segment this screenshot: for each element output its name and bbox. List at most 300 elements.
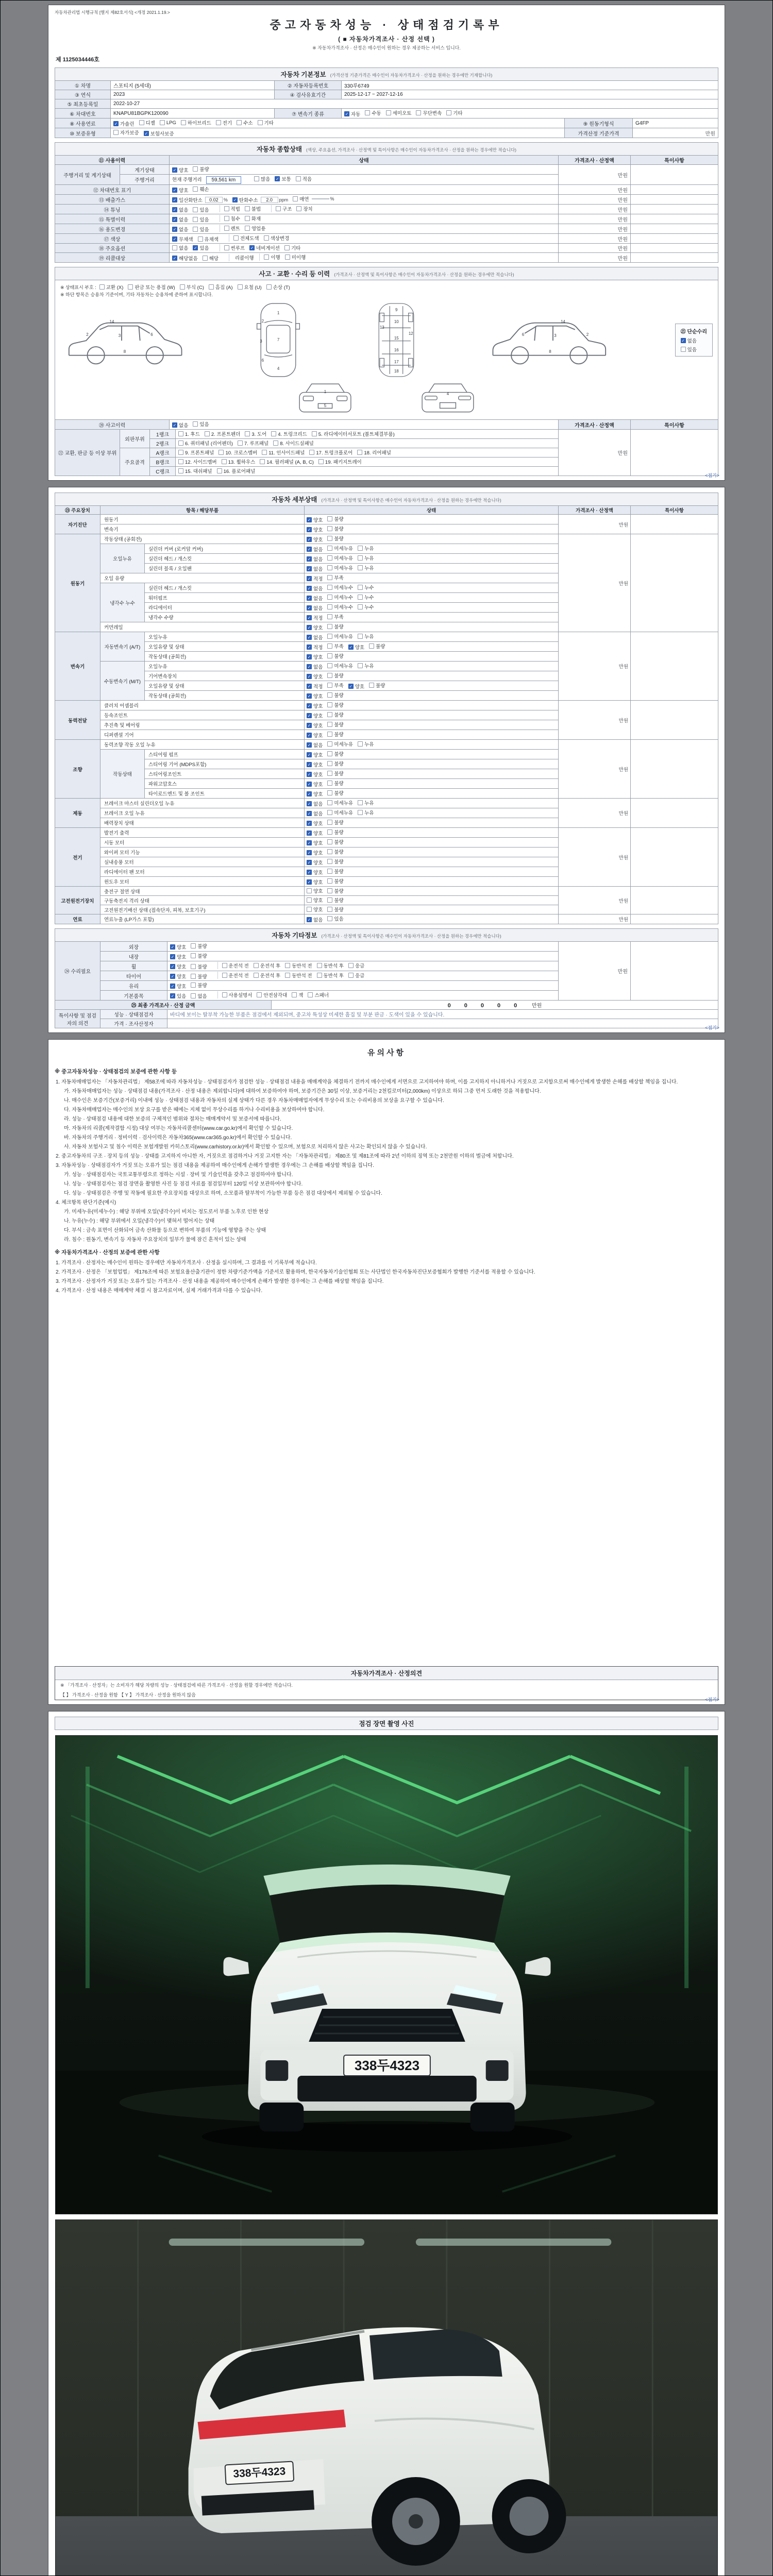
- checkbox-unchecked-icon[interactable]: [224, 245, 229, 250]
- checkbox-option[interactable]: [113, 120, 135, 127]
- checkbox-unchecked-icon[interactable]: [327, 526, 332, 531]
- checkbox-option[interactable]: [307, 516, 323, 523]
- checkbox-checked-icon[interactable]: ✓: [250, 246, 254, 250]
- checkbox-checked-icon[interactable]: ✓: [307, 851, 311, 855]
- checkbox-unchecked-icon[interactable]: [358, 546, 363, 551]
- checkbox-option[interactable]: [327, 594, 353, 601]
- checkbox-option[interactable]: [327, 603, 353, 611]
- checkbox-option[interactable]: [193, 206, 209, 213]
- checkbox-unchecked-icon[interactable]: [191, 982, 196, 988]
- checkbox-checked-icon[interactable]: ✓: [307, 743, 311, 748]
- checkbox-option[interactable]: [358, 662, 374, 669]
- checkbox-unchecked-icon[interactable]: [327, 916, 332, 921]
- checkbox-checked-icon[interactable]: ✓: [307, 665, 311, 669]
- checkbox-option[interactable]: [327, 799, 353, 806]
- checkbox-option[interactable]: [327, 750, 343, 757]
- checkbox-option[interactable]: [358, 809, 374, 816]
- checkbox-unchecked-icon[interactable]: [191, 943, 196, 948]
- checkbox-option[interactable]: [193, 216, 209, 223]
- checkbox-checked-icon[interactable]: ✓: [173, 208, 177, 212]
- checkbox-checked-icon[interactable]: ✓: [307, 655, 311, 659]
- checkbox-unchecked-icon[interactable]: [327, 702, 332, 707]
- checkbox-option[interactable]: [238, 439, 268, 447]
- checkbox-checked-icon[interactable]: ✓: [307, 860, 311, 865]
- checkbox-unchecked-icon[interactable]: [233, 235, 239, 241]
- checkbox-unchecked-icon[interactable]: [327, 575, 332, 580]
- checkbox-option[interactable]: [416, 109, 442, 116]
- checkbox-option[interactable]: [245, 205, 261, 212]
- checkbox-unchecked-icon[interactable]: [224, 226, 229, 231]
- checkbox-unchecked-icon[interactable]: [317, 973, 322, 978]
- checkbox-unchecked-icon[interactable]: [357, 450, 362, 455]
- checkbox-unchecked-icon[interactable]: [327, 555, 332, 561]
- checkbox-unchecked-icon[interactable]: [222, 973, 227, 978]
- checkbox-option[interactable]: [307, 751, 323, 758]
- checkbox-unchecked-icon[interactable]: [317, 963, 322, 968]
- checkbox-unchecked-icon[interactable]: [446, 110, 451, 115]
- checkbox-unchecked-icon[interactable]: [327, 741, 332, 747]
- checkbox-option[interactable]: [172, 216, 188, 223]
- checkbox-unchecked-icon[interactable]: [285, 973, 290, 978]
- checkbox-unchecked-icon[interactable]: [128, 284, 133, 290]
- checkbox-checked-icon[interactable]: ✓: [173, 217, 177, 222]
- checkbox-unchecked-icon[interactable]: [327, 643, 332, 649]
- checkbox-unchecked-icon[interactable]: [307, 907, 312, 912]
- checkbox-option[interactable]: [327, 642, 343, 650]
- checkbox-option[interactable]: [312, 430, 395, 437]
- checkbox-option[interactable]: [181, 119, 211, 126]
- checkbox-option[interactable]: [178, 467, 212, 474]
- checkbox-checked-icon[interactable]: ✓: [173, 227, 177, 232]
- checkbox-option[interactable]: [327, 858, 343, 865]
- checkbox-unchecked-icon[interactable]: [327, 820, 332, 825]
- checkbox-option[interactable]: [296, 175, 312, 182]
- checkbox-option[interactable]: [344, 110, 360, 117]
- checkbox-checked-icon[interactable]: ✓: [349, 684, 353, 689]
- checkbox-option[interactable]: [358, 545, 374, 552]
- checkbox-unchecked-icon[interactable]: [219, 450, 224, 455]
- checkbox-unchecked-icon[interactable]: [327, 604, 332, 609]
- checkbox-unchecked-icon[interactable]: [327, 859, 332, 864]
- checkbox-unchecked-icon[interactable]: [178, 459, 183, 464]
- checkbox-option[interactable]: [365, 109, 381, 116]
- checkbox-option[interactable]: [327, 779, 343, 787]
- checkbox-checked-icon[interactable]: ✓: [307, 704, 311, 708]
- checkbox-checked-icon[interactable]: ✓: [173, 423, 177, 428]
- checkbox-unchecked-icon[interactable]: [205, 431, 210, 436]
- checkbox-option[interactable]: [276, 205, 292, 212]
- checkbox-option[interactable]: [193, 420, 209, 428]
- checkbox-option[interactable]: [180, 283, 204, 291]
- checkbox-unchecked-icon[interactable]: [327, 673, 332, 678]
- checkbox-unchecked-icon[interactable]: [358, 595, 363, 600]
- checkbox-option[interactable]: [249, 244, 280, 251]
- checkbox-option[interactable]: [307, 536, 323, 543]
- checkbox-option[interactable]: [160, 120, 176, 126]
- checkbox-unchecked-icon[interactable]: [222, 459, 227, 464]
- checkbox-checked-icon[interactable]: ✓: [307, 918, 311, 922]
- checkbox-option[interactable]: [260, 458, 314, 465]
- checkbox-unchecked-icon[interactable]: [358, 585, 363, 590]
- checkbox-option[interactable]: [307, 526, 323, 533]
- checkbox-unchecked-icon[interactable]: [369, 683, 374, 688]
- checkbox-option[interactable]: [307, 555, 323, 563]
- checkbox-option[interactable]: [307, 906, 323, 913]
- checkbox-unchecked-icon[interactable]: [327, 732, 332, 737]
- checkbox-unchecked-icon[interactable]: [307, 897, 312, 903]
- checkbox-checked-icon[interactable]: ✓: [307, 723, 311, 728]
- checkbox-option[interactable]: [193, 244, 209, 251]
- checkbox-option[interactable]: [309, 449, 352, 456]
- checkbox-checked-icon[interactable]: ✓: [307, 782, 311, 787]
- checkbox-checked-icon[interactable]: ✓: [307, 684, 311, 689]
- checkbox-option[interactable]: [264, 253, 280, 261]
- checkbox-option[interactable]: [327, 662, 353, 669]
- checkbox-unchecked-icon[interactable]: [327, 692, 332, 698]
- checkbox-option[interactable]: [348, 962, 364, 969]
- checkbox-checked-icon[interactable]: ✓: [194, 246, 197, 250]
- checkbox-unchecked-icon[interactable]: [193, 166, 198, 172]
- collapse-link[interactable]: <접기>: [705, 1697, 719, 1702]
- checkbox-unchecked-icon[interactable]: [193, 217, 198, 222]
- checkbox-option[interactable]: [327, 584, 353, 591]
- checkbox-option[interactable]: [296, 205, 312, 212]
- checkbox-option[interactable]: [327, 906, 343, 913]
- checkbox-option[interactable]: [327, 652, 343, 659]
- checkbox-option[interactable]: [307, 643, 323, 651]
- checkbox-unchecked-icon[interactable]: [327, 595, 332, 600]
- checkbox-unchecked-icon[interactable]: [327, 869, 332, 874]
- checkbox-unchecked-icon[interactable]: [327, 683, 332, 688]
- checkbox-option[interactable]: [327, 896, 343, 904]
- checkbox-unchecked-icon[interactable]: [285, 963, 290, 968]
- checkbox-option[interactable]: [327, 672, 343, 679]
- checkbox-option[interactable]: [327, 770, 343, 777]
- checkbox-checked-icon[interactable]: ✓: [307, 645, 311, 650]
- checkbox-unchecked-icon[interactable]: [193, 187, 198, 192]
- checkbox-unchecked-icon[interactable]: [193, 421, 198, 427]
- checkbox-unchecked-icon[interactable]: [327, 722, 332, 727]
- checkbox-option[interactable]: [193, 226, 209, 233]
- checkbox-option[interactable]: [271, 430, 307, 437]
- checkbox-option[interactable]: [307, 634, 323, 641]
- checkbox-option[interactable]: [128, 283, 175, 291]
- checkbox-checked-icon[interactable]: ✓: [171, 955, 175, 959]
- checkbox-option[interactable]: [327, 554, 353, 562]
- checkbox-option[interactable]: [209, 283, 233, 291]
- checkbox-unchecked-icon[interactable]: [99, 284, 105, 290]
- checkbox-option[interactable]: [327, 682, 343, 689]
- checkbox-option[interactable]: [293, 195, 334, 202]
- checkbox-unchecked-icon[interactable]: [238, 440, 243, 446]
- checkbox-checked-icon[interactable]: ✓: [171, 945, 175, 950]
- checkbox-unchecked-icon[interactable]: [260, 459, 265, 464]
- checkbox-option[interactable]: [224, 215, 240, 222]
- checkbox-checked-icon[interactable]: ✓: [307, 714, 311, 718]
- checkbox-unchecked-icon[interactable]: [245, 431, 250, 436]
- checkbox-option[interactable]: [327, 613, 343, 620]
- checkbox-option[interactable]: [327, 711, 343, 718]
- checkbox-unchecked-icon[interactable]: [292, 992, 297, 997]
- checkbox-option[interactable]: [170, 943, 186, 951]
- checkbox-checked-icon[interactable]: ✓: [307, 606, 311, 611]
- checkbox-unchecked-icon[interactable]: [254, 176, 259, 181]
- checkbox-option[interactable]: [327, 623, 343, 630]
- checkbox-option[interactable]: [245, 430, 266, 437]
- checkbox-option[interactable]: [222, 458, 256, 465]
- checkbox-option[interactable]: [292, 991, 303, 998]
- checkbox-option[interactable]: [327, 721, 343, 728]
- checkbox-unchecked-icon[interactable]: [358, 663, 363, 668]
- checkbox-option[interactable]: [307, 614, 323, 621]
- checkbox-option[interactable]: [327, 535, 343, 542]
- checkbox-option[interactable]: [264, 234, 290, 242]
- checkbox-option[interactable]: [307, 604, 323, 612]
- checkbox-checked-icon[interactable]: ✓: [114, 122, 118, 126]
- checkbox-option[interactable]: [245, 225, 266, 232]
- checkbox-unchecked-icon[interactable]: [178, 468, 183, 473]
- checkbox-unchecked-icon[interactable]: [309, 450, 314, 455]
- checkbox-unchecked-icon[interactable]: [327, 536, 332, 541]
- checkbox-option[interactable]: [172, 196, 228, 204]
- checkbox-option[interactable]: [191, 973, 207, 980]
- checkbox-unchecked-icon[interactable]: [348, 973, 354, 978]
- checkbox-unchecked-icon[interactable]: [216, 120, 221, 125]
- checkbox-unchecked-icon[interactable]: [271, 431, 276, 436]
- checkbox-unchecked-icon[interactable]: [224, 206, 229, 211]
- checkbox-unchecked-icon[interactable]: [358, 741, 363, 747]
- checkbox-option[interactable]: [178, 430, 200, 437]
- checkbox-option[interactable]: [285, 253, 306, 261]
- checkbox-checked-icon[interactable]: ✓: [307, 753, 311, 757]
- checkbox-option[interactable]: [307, 781, 323, 788]
- checkbox-option[interactable]: [369, 682, 385, 689]
- checkbox-option[interactable]: [275, 175, 291, 182]
- checkbox-checked-icon[interactable]: ✓: [307, 841, 311, 845]
- checkbox-option[interactable]: [307, 878, 323, 886]
- checkbox-checked-icon[interactable]: ✓: [307, 567, 311, 571]
- checkbox-checked-icon[interactable]: ✓: [307, 577, 311, 581]
- checkbox-option[interactable]: [245, 215, 261, 222]
- checkbox-option[interactable]: [327, 760, 343, 767]
- checkbox-checked-icon[interactable]: ✓: [307, 586, 311, 591]
- checkbox-option[interactable]: [327, 633, 353, 640]
- checkbox-unchecked-icon[interactable]: [191, 993, 196, 998]
- checkbox-option[interactable]: [99, 283, 124, 291]
- checkbox-unchecked-icon[interactable]: [327, 907, 332, 912]
- checkbox-unchecked-icon[interactable]: [327, 810, 332, 815]
- checkbox-option[interactable]: [237, 119, 253, 126]
- checkbox-option[interactable]: [198, 235, 219, 243]
- checkbox-unchecked-icon[interactable]: [257, 992, 262, 997]
- checkbox-option[interactable]: [348, 972, 364, 979]
- checkbox-unchecked-icon[interactable]: [203, 256, 208, 261]
- checkbox-unchecked-icon[interactable]: [222, 992, 227, 997]
- checkbox-checked-icon[interactable]: ✓: [307, 802, 311, 806]
- checkbox-option[interactable]: [191, 981, 207, 989]
- checkbox-unchecked-icon[interactable]: [358, 555, 363, 561]
- checkbox-option[interactable]: [205, 430, 240, 437]
- checkbox-option[interactable]: [327, 515, 343, 522]
- checkbox-option[interactable]: [172, 255, 198, 262]
- checkbox-option[interactable]: [191, 992, 207, 999]
- checkbox-unchecked-icon[interactable]: [327, 888, 332, 893]
- checkbox-checked-icon[interactable]: ✓: [173, 188, 177, 193]
- checkbox-unchecked-icon[interactable]: [327, 634, 332, 639]
- checkbox-unchecked-icon[interactable]: [327, 790, 332, 795]
- checkbox-unchecked-icon[interactable]: [273, 440, 278, 446]
- checkbox-unchecked-icon[interactable]: [181, 120, 186, 125]
- checkbox-unchecked-icon[interactable]: [348, 963, 354, 968]
- checkbox-checked-icon[interactable]: ✓: [307, 831, 311, 836]
- checkbox-option[interactable]: [446, 109, 462, 116]
- checkbox-unchecked-icon[interactable]: [296, 176, 301, 181]
- checkbox-option[interactable]: [193, 165, 209, 173]
- checkbox-checked-icon[interactable]: ✓: [681, 338, 685, 343]
- checkbox-option[interactable]: [307, 702, 323, 709]
- checkbox-unchecked-icon[interactable]: [681, 347, 686, 352]
- checkbox-option[interactable]: [307, 565, 323, 572]
- checkbox-checked-icon[interactable]: ✓: [307, 674, 311, 679]
- checkbox-unchecked-icon[interactable]: [365, 110, 370, 115]
- checkbox-unchecked-icon[interactable]: [172, 245, 177, 250]
- checkbox-unchecked-icon[interactable]: [327, 585, 332, 590]
- checkbox-option[interactable]: [348, 683, 364, 690]
- checkbox-checked-icon[interactable]: ✓: [233, 198, 237, 202]
- checkbox-unchecked-icon[interactable]: [358, 634, 363, 639]
- checkbox-option[interactable]: [224, 205, 240, 212]
- checkbox-unchecked-icon[interactable]: [327, 565, 332, 570]
- checkbox-option[interactable]: [386, 109, 412, 116]
- checkbox-unchecked-icon[interactable]: [296, 206, 301, 211]
- checkbox-option[interactable]: [358, 584, 374, 591]
- checkbox-unchecked-icon[interactable]: [160, 120, 165, 125]
- checkbox-unchecked-icon[interactable]: [266, 284, 272, 290]
- checkbox-option[interactable]: [307, 653, 323, 660]
- checkbox-unchecked-icon[interactable]: [222, 963, 227, 968]
- checkbox-option[interactable]: [327, 838, 343, 845]
- checkbox-checked-icon[interactable]: ✓: [307, 635, 311, 640]
- checkbox-option[interactable]: [172, 166, 188, 174]
- checkbox-checked-icon[interactable]: ✓: [345, 112, 349, 116]
- checkbox-option[interactable]: [318, 458, 362, 465]
- checkbox-checked-icon[interactable]: ✓: [144, 131, 148, 136]
- checkbox-option[interactable]: [224, 244, 245, 251]
- checkbox-option[interactable]: [262, 449, 305, 456]
- checkbox-unchecked-icon[interactable]: [224, 216, 229, 221]
- checkbox-option[interactable]: [308, 991, 329, 998]
- checkbox-option[interactable]: [219, 449, 257, 456]
- checkbox-option[interactable]: [307, 663, 323, 670]
- checkbox-unchecked-icon[interactable]: [193, 227, 198, 232]
- checkbox-checked-icon[interactable]: ✓: [307, 762, 311, 767]
- checkbox-checked-icon[interactable]: ✓: [275, 177, 279, 181]
- checkbox-checked-icon[interactable]: ✓: [307, 811, 311, 816]
- checkbox-unchecked-icon[interactable]: [262, 450, 267, 455]
- checkbox-option[interactable]: [178, 449, 214, 456]
- checkbox-checked-icon[interactable]: ✓: [171, 974, 175, 979]
- checkbox-unchecked-icon[interactable]: [237, 120, 242, 125]
- checkbox-unchecked-icon[interactable]: [180, 284, 185, 290]
- checkbox-option[interactable]: [232, 196, 288, 204]
- checkbox-unchecked-icon[interactable]: [178, 450, 183, 455]
- checkbox-option[interactable]: [172, 206, 188, 213]
- checkbox-checked-icon[interactable]: ✓: [307, 596, 311, 601]
- checkbox-checked-icon[interactable]: ✓: [307, 557, 311, 562]
- collapse-link[interactable]: <접기>: [705, 1025, 719, 1030]
- checkbox-option[interactable]: [113, 129, 139, 136]
- checkbox-unchecked-icon[interactable]: [191, 953, 196, 958]
- checkbox-option[interactable]: [307, 722, 323, 729]
- checkbox-checked-icon[interactable]: ✓: [171, 984, 175, 989]
- checkbox-checked-icon[interactable]: ✓: [307, 792, 311, 796]
- checkbox-option[interactable]: [327, 525, 343, 532]
- checkbox-unchecked-icon[interactable]: [217, 468, 222, 473]
- checkbox-option[interactable]: [358, 799, 374, 806]
- checkbox-option[interactable]: [222, 991, 253, 998]
- checkbox-option[interactable]: [266, 283, 290, 291]
- checkbox-option[interactable]: [327, 915, 343, 922]
- checkbox-option[interactable]: [170, 953, 186, 960]
- checkbox-option[interactable]: [307, 575, 323, 582]
- checkbox-option[interactable]: [358, 633, 374, 640]
- checkbox-unchecked-icon[interactable]: [327, 624, 332, 629]
- checkbox-option[interactable]: [327, 877, 343, 885]
- checkbox-option[interactable]: [348, 643, 364, 651]
- checkbox-checked-icon[interactable]: ✓: [171, 964, 175, 969]
- checkbox-option[interactable]: [172, 226, 188, 233]
- checkbox-option[interactable]: [307, 839, 323, 846]
- checkbox-checked-icon[interactable]: ✓: [307, 772, 311, 777]
- checkbox-unchecked-icon[interactable]: [327, 771, 332, 776]
- checkbox-option[interactable]: [307, 546, 323, 553]
- checkbox-checked-icon[interactable]: ✓: [307, 625, 311, 630]
- checkbox-option[interactable]: [307, 800, 323, 807]
- checkbox-unchecked-icon[interactable]: [327, 712, 332, 717]
- checkbox-option[interactable]: [327, 564, 353, 571]
- checkbox-option[interactable]: [358, 594, 374, 601]
- checkbox-option[interactable]: [327, 574, 343, 581]
- checkbox-option[interactable]: [307, 624, 323, 631]
- checkbox-option[interactable]: [307, 849, 323, 856]
- checkbox-unchecked-icon[interactable]: [238, 284, 243, 290]
- checkbox-unchecked-icon[interactable]: [327, 897, 332, 903]
- checkbox-option[interactable]: [191, 952, 207, 959]
- checkbox-unchecked-icon[interactable]: [254, 973, 259, 978]
- checkbox-checked-icon[interactable]: ✓: [307, 616, 311, 620]
- checkbox-unchecked-icon[interactable]: [209, 284, 214, 290]
- checkbox-unchecked-icon[interactable]: [327, 751, 332, 756]
- collapse-link[interactable]: <접기>: [705, 473, 719, 478]
- checkbox-option[interactable]: [307, 732, 323, 739]
- checkbox-option[interactable]: [358, 740, 374, 748]
- checkbox-option[interactable]: [178, 439, 233, 447]
- checkbox-unchecked-icon[interactable]: [369, 643, 374, 649]
- checkbox-option[interactable]: [203, 255, 219, 262]
- checkbox-option[interactable]: [193, 185, 209, 193]
- checkbox-option[interactable]: [224, 225, 240, 232]
- checkbox-option[interactable]: [317, 962, 344, 969]
- checkbox-unchecked-icon[interactable]: [193, 207, 198, 212]
- checkbox-option[interactable]: [307, 692, 323, 700]
- checkbox-option[interactable]: [307, 896, 323, 904]
- checkbox-unchecked-icon[interactable]: [327, 663, 332, 668]
- checkbox-option[interactable]: [307, 761, 323, 768]
- checkbox-option[interactable]: [327, 868, 343, 875]
- checkbox-unchecked-icon[interactable]: [254, 963, 259, 968]
- checkbox-unchecked-icon[interactable]: [308, 992, 313, 997]
- checkbox-unchecked-icon[interactable]: [307, 888, 312, 893]
